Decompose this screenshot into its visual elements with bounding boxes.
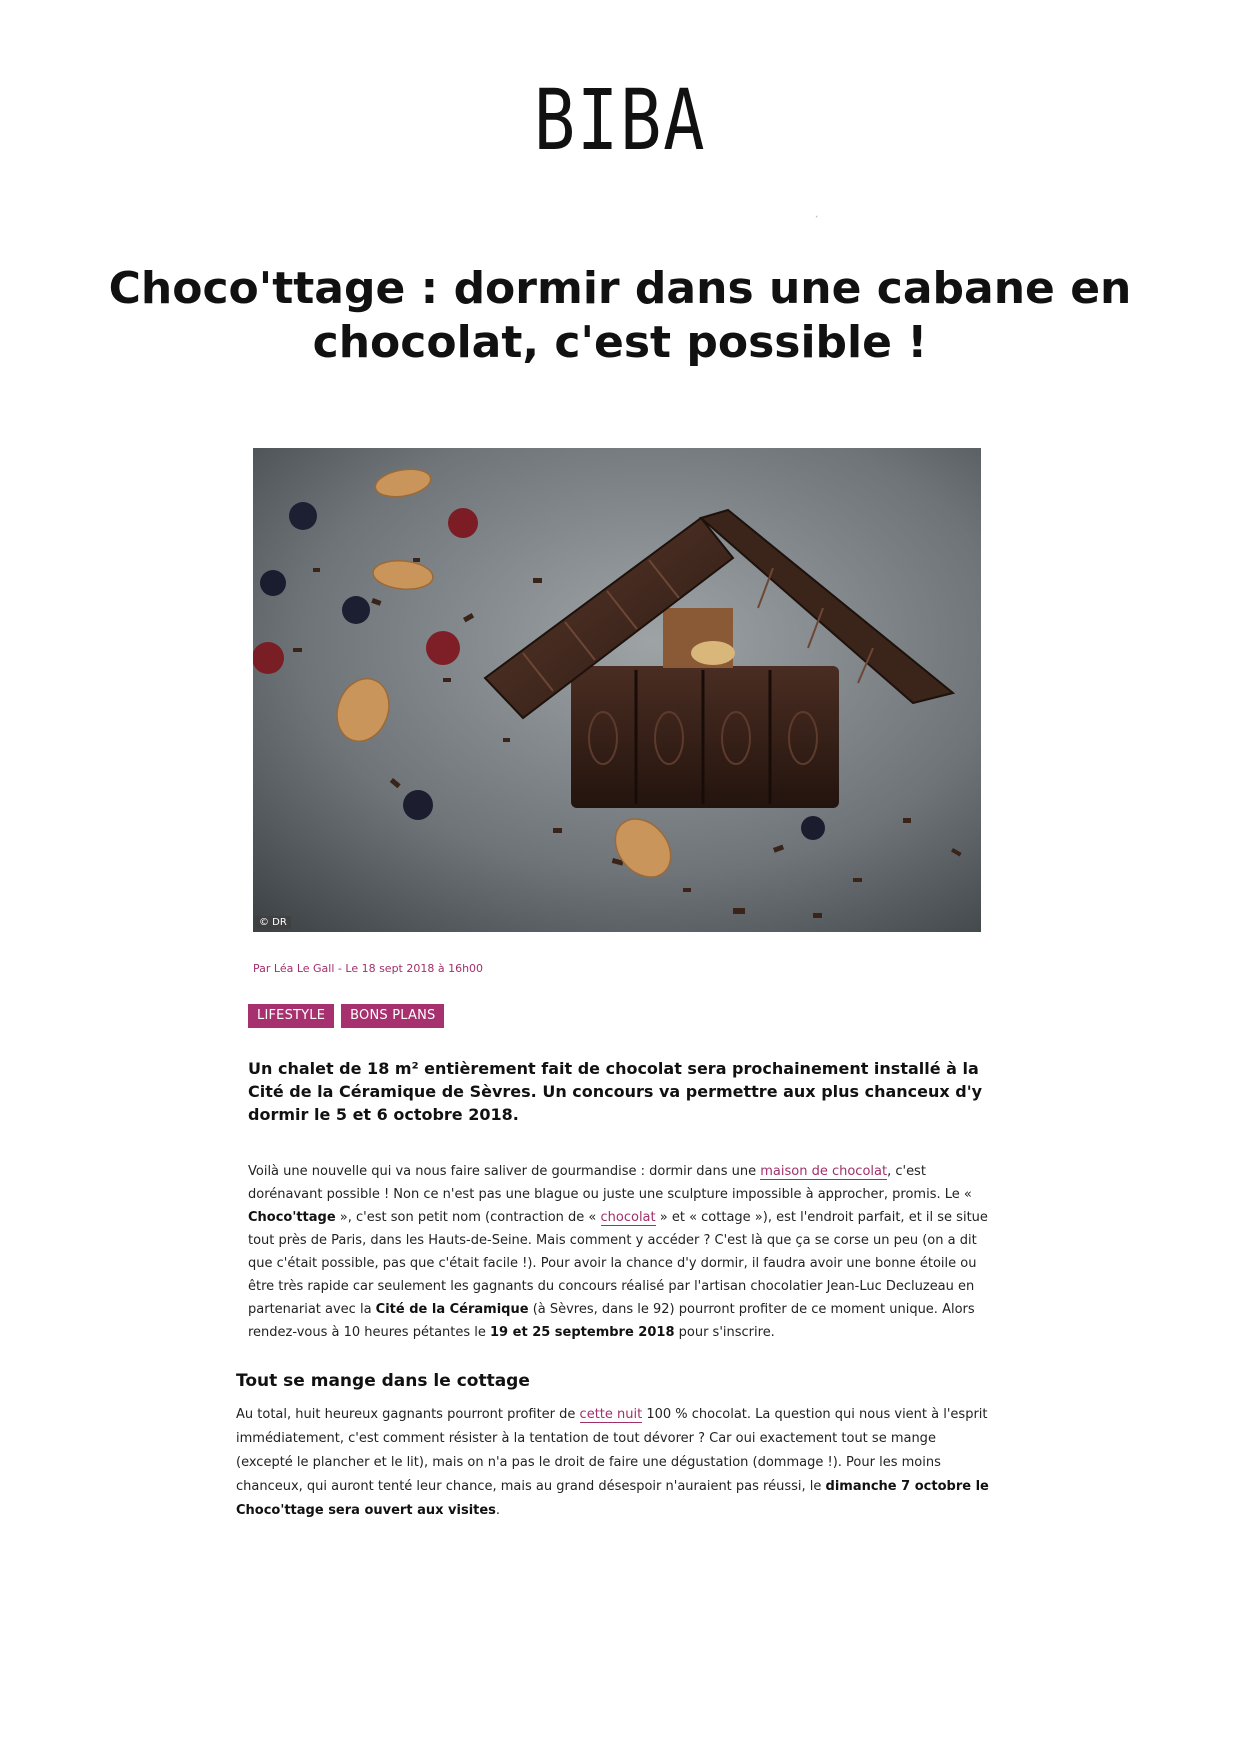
text-run: , c'est dorénavant possible ! Non ce n'est pas une blague ou juste une sculpture impossible à approcher, promis. Le « — [248, 1164, 972, 1202]
photo-credit: © DR — [255, 916, 291, 929]
text-run: 100 % chocolat. La question qui nous vient à l'esprit immédiatement, c'est comment résister à la tentation de tout dévorer ? Car oui exactement tout se mange (excepté le plancher et le lit), mais on n'a pas le droit de faire une dégustation (dommage !). Pour les moins chanceux, qui auront tenté leur chance, mais au grand désespoir n'auraient pas réussi, le — [236, 1407, 988, 1494]
article-photo — [253, 448, 981, 932]
link-chocolat[interactable]: chocolat — [600, 1210, 656, 1225]
body-paragraph-2 — [236, 1403, 994, 1523]
article-lead: Un chalet de 18 m² entièrement fait de chocolat sera prochainement installé à la Cité de la Céramique de Sèvres. Un concours va permettre aux plus chanceux d'y dormir le 5 et 6 octobre 2018. — [248, 1059, 983, 1124]
link-cette-nuit[interactable]: cette nuit — [579, 1407, 643, 1422]
link-maison-de-chocolat[interactable]: maison de chocolat — [760, 1164, 888, 1179]
text-run: », c'est son petit nom (contraction de « — [335, 1210, 601, 1225]
text-run: Voilà une nouvelle qui va nous faire saliver de gourmandise : dormir dans une — [248, 1164, 761, 1179]
site-logo[interactable]: BIBA — [533, 71, 707, 169]
chocolate-house-illustration — [253, 448, 981, 932]
article-byline: Par Léa Le Gall - Le 18 sept 2018 à 16h00 — [253, 962, 484, 975]
stray-mark: ´ — [814, 216, 819, 226]
tag-list — [248, 1004, 444, 1028]
bold-dates: 19 et 25 septembre 2018 — [490, 1325, 675, 1340]
text-run: (à Sèvres, dans le 92) pourront profiter de ce moment unique. Alors rendez-vous à 10 heures pétantes le — [248, 1302, 975, 1340]
bold-cite-ceramique: Cité de la Céramique — [375, 1302, 529, 1317]
text-run: » et « cottage »), est l'endroit parfait, et il se situe tout près de Paris, dans les Hauts-de-Seine. Mais comment y accéder ? C'est là que ça se corse un peu (on a dit que c'était possible, pas que c'était facile !). Pour avoir la chance d'y dormir, il faudra avoir une bonne étoile ou être très rapide car seulement les gagnants du concours réalisé par l'artisan chocolatier Jean-Luc Decluzeau en partenariat avec la — [248, 1210, 988, 1317]
text-run: Au total, huit heureux gagnants pourront profiter de — [236, 1407, 580, 1422]
tag-bons-plans[interactable]: BONS PLANS — [341, 1004, 444, 1028]
text-run: . — [495, 1503, 501, 1518]
body-paragraph-1 — [248, 1160, 990, 1344]
bold-visit-date: dimanche 7 octobre le Choco'ttage sera ouvert aux visites — [236, 1479, 989, 1518]
section-heading: Tout se mange dans le cottage — [236, 1371, 530, 1391]
bold-choco-ttage: Choco'ttage — [248, 1210, 336, 1225]
tag-lifestyle[interactable]: LIFESTYLE — [248, 1004, 334, 1028]
text-run: pour s'inscrire. — [674, 1325, 775, 1340]
article-title: Choco'ttage : dormir dans une cabane en chocolat, c'est possible ! — [108, 263, 1132, 368]
